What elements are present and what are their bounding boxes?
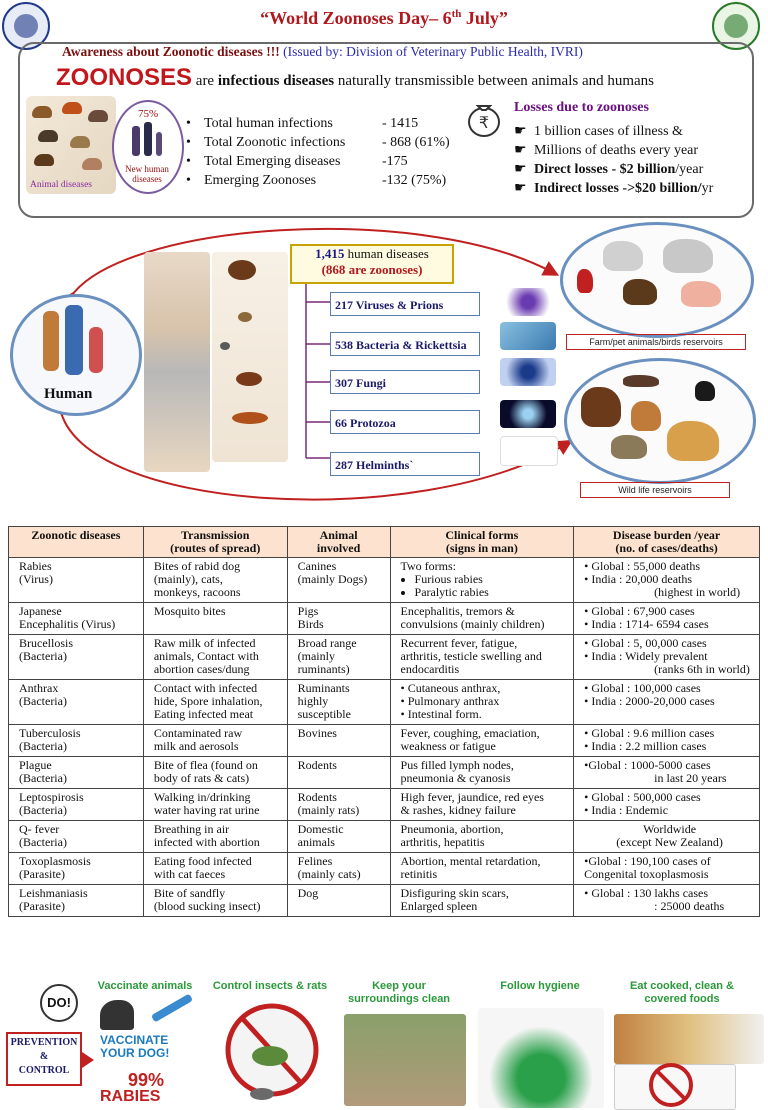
page-title: “World Zoonoses Day– 6th July” (260, 8, 508, 28)
category-bacteria: 538 Bacteria & Rickettsia (330, 332, 480, 356)
transmission-cell: Contaminated raw milk and aerosols (143, 725, 287, 757)
rupee-bag-icon (464, 98, 504, 138)
table-row (9, 725, 760, 757)
animal-cell: Bovines (287, 725, 390, 757)
farm-reservoirs-label: Farm/pet animals/birds reservoirs (566, 334, 746, 350)
burden-cell: •Global : 1000-5000 cases in last 20 years (574, 757, 760, 789)
loss-item: ☛ Millions of deaths every year (514, 143, 699, 158)
stat-row: • Total Zoonotic infections - 868 (61%) (186, 135, 450, 150)
pointing-hand-icon: ☛ (514, 143, 527, 158)
transmission-cell: Mosquito bites (143, 603, 287, 635)
table-header-row (9, 527, 760, 558)
no-insects-rats-icon (222, 1000, 322, 1106)
clinical-cell: Encephalitis, tremors & convulsions (mainly children) (390, 603, 574, 635)
clinical-cell: Disfiguring skin scars, Enlarged spleen (390, 885, 574, 917)
loss-item: ☛ Indirect losses ->$20 billion/yr (514, 181, 714, 196)
transmission-cell: Bites of rabid dog (mainly), cats, monkeys, racoons (143, 558, 287, 603)
category-protozoa: 66 Protozoa (330, 410, 480, 434)
clinical-cell: Pus filled lymph nodes, pneumonia & cyanosis (390, 757, 574, 789)
clinical-cell: Fever, coughing, emaciation, weakness or fatigue (390, 725, 574, 757)
protozoa-image (500, 400, 556, 428)
virus-image (500, 288, 556, 316)
burden-cell: •Global : 190,100 cases of Congenital toxoplasmosis (574, 853, 760, 885)
animal-diseases-label: Animal diseases (30, 180, 93, 190)
animal-cell: Pigs Birds (287, 603, 390, 635)
pct-99: 99% (128, 1070, 165, 1090)
burden-cell: • Global : 500,000 cases • India : Endemic (574, 789, 760, 821)
no-flies-icon (646, 1060, 696, 1110)
transmission-cell: Eating food infected with cat faeces (143, 853, 287, 885)
clinical-cell: Two forms: • Furious rabies • Paralytic rabies (390, 558, 574, 603)
food-sources-image (144, 252, 210, 472)
category-viruses: 217 Viruses & Prions (330, 292, 480, 316)
dog-silhouette-image (100, 1000, 134, 1030)
rabies-word: RABIES (100, 1088, 161, 1105)
table-row (9, 603, 760, 635)
animal-cell: Ruminants highly susceptible (287, 680, 390, 725)
stats-list (186, 114, 450, 190)
vectors-image (212, 252, 288, 462)
loss-item: ☛ Direct losses - $2 billion/year (514, 162, 704, 177)
farm-animals-image (560, 222, 754, 338)
stat-row: • Total Emerging diseases -175 (186, 154, 408, 169)
transmission-cell: Walking in/drinking water having rat urine (143, 789, 287, 821)
transmission-cell: Raw milk of infected animals, Contact with abortion cases/dung (143, 635, 287, 680)
svg-text:₹: ₹ (478, 113, 490, 132)
burden-cell: Worldwide (except New Zealand) (574, 821, 760, 853)
loss-item: ☛ 1 billion cases of illness & (514, 124, 683, 139)
transmission-cell: Bite of flea (found on body of rats & cats) (143, 757, 287, 789)
zoonoses-definition: ZOONOSES are infectious diseases naturally transmissible between animals and humans (56, 64, 655, 91)
col-header: Animal involved (287, 527, 390, 558)
heading-eat-cooked: Eat cooked, clean & covered foods (630, 980, 734, 1005)
col-header: Transmission (routes of spread) (143, 527, 287, 558)
table-row (9, 558, 760, 603)
prevention-control-box: PREVENTION & CONTROL (6, 1032, 82, 1086)
animal-cell: Canines (mainly Dogs) (287, 558, 390, 603)
burden-cell: • Global : 130 lakhs cases : 25000 deaths (574, 885, 760, 917)
heading-hygiene: Follow hygiene (500, 980, 580, 992)
animal-cell: Felines (mainly cats) (287, 853, 390, 885)
table-row (9, 635, 760, 680)
diseases-total-box: 1,415 human diseases (868 are zoonoses) (290, 244, 454, 284)
disease-cell: Toxoplasmosis (Parasite) (9, 853, 144, 885)
category-helminths: 287 Helminths` (330, 452, 480, 476)
heading-surroundings: Keep your surroundings clean (347, 980, 451, 1005)
helminth-image (500, 436, 558, 466)
clinical-cell: High fever, jaundice, red eyes & rashes, kidney failure (390, 789, 574, 821)
table-row (9, 757, 760, 789)
table-row (9, 885, 760, 917)
burden-cell: • Global : 55,000 deaths • India : 20,000 deaths (highest in world) (574, 558, 760, 603)
disease-cell: Leishmaniasis (Parasite) (9, 885, 144, 917)
transmission-cell: Breathing in air infected with abortion (143, 821, 287, 853)
disease-cell: Japanese Encephalitis (Virus) (9, 603, 144, 635)
wildlife-reservoirs-label: Wild life reservoirs (580, 482, 730, 498)
table-row (9, 680, 760, 725)
burden-cell: • Global : 100,000 cases • India : 2000-20,000 cases (574, 680, 760, 725)
fungi-image (500, 358, 556, 386)
disease-cell: Rabies (Virus) (9, 558, 144, 603)
wildlife-image (564, 358, 756, 484)
animal-cell: Rodents (287, 757, 390, 789)
clinical-cell: Recurrent fever, fatigue, arthritis, testicle swelling and endocarditis (390, 635, 574, 680)
clinical-cell: Abortion, mental retardation, retinitis (390, 853, 574, 885)
do-badge: DO! (40, 984, 78, 1022)
col-header: Disease burden /year (no. of cases/deaths) (574, 527, 760, 558)
arrow-right-icon (82, 1052, 94, 1068)
animal-cell: Rodents (mainly rats) (287, 789, 390, 821)
col-header: Zoonotic diseases (9, 527, 144, 558)
disease-cell: Brucellosis (Bacteria) (9, 635, 144, 680)
pointing-hand-icon: ☛ (514, 124, 527, 139)
table-row (9, 853, 760, 885)
pointing-hand-icon: ☛ (514, 181, 527, 196)
disease-cell: Plague (Bacteria) (9, 757, 144, 789)
new-human-diseases-label: New human diseases (125, 164, 169, 184)
losses-list (514, 122, 713, 198)
col-header: Clinical forms (signs in man) (390, 527, 574, 558)
zoonotic-diseases-table (8, 526, 760, 917)
clinical-cell: • Cutaneous anthrax, • Pulmonary anthrax • Intestinal form. (390, 680, 574, 725)
table-row (9, 821, 760, 853)
heading-vaccinate: Vaccinate animals (97, 980, 193, 992)
pct-75: 75% (138, 108, 159, 120)
transmission-cell: Bite of sandfly (blood sucking insect) (143, 885, 287, 917)
table-row (9, 789, 760, 821)
transmission-cell: Contact with infected hide, Spore inhalation, Eating infected meat (143, 680, 287, 725)
awareness-line: Awareness about Zoonotic diseases !!! (Issued by: Division of Veterinary Public Health, IVRI) (62, 44, 583, 59)
stat-row: • Total human infections - 1415 (186, 116, 419, 131)
pointing-hand-icon: ☛ (514, 162, 527, 177)
disease-cell: Tuberculosis (Bacteria) (9, 725, 144, 757)
bacteria-image (500, 322, 556, 350)
cooked-food-image (614, 1014, 764, 1064)
burden-cell: • Global : 67,900 cases • India : 1714- 6594 cases (574, 603, 760, 635)
animal-cell: Dog (287, 885, 390, 917)
hygiene-hand-image (478, 1008, 604, 1108)
heading-control-insects: Control insects & rats (212, 980, 328, 992)
losses-title: Losses due to zoonoses (514, 100, 649, 115)
burden-cell: • Global : 5, 00,000 cases • India : Widely prevalent (ranks 6th in world) (574, 635, 760, 680)
category-fungi: 307 Fungi (330, 370, 480, 394)
animal-cell: Domestic animals (287, 821, 390, 853)
clean-surroundings-image (344, 1014, 466, 1106)
disease-cell: Anthrax (Bacteria) (9, 680, 144, 725)
animal-cell: Broad range (mainly ruminants) (287, 635, 390, 680)
disease-cell: Q- fever (Bacteria) (9, 821, 144, 853)
disease-cell: Leptospirosis (Bacteria) (9, 789, 144, 821)
burden-cell: • Global : 9.6 million cases • India : 2.2 million cases (574, 725, 760, 757)
clinical-cell: Pneumonia, abortion, arthritis, hepatitis (390, 821, 574, 853)
vaccinate-dog-text: VACCINATE YOUR DOG! (100, 1033, 170, 1060)
human-label: Human (44, 386, 93, 402)
stat-row: • Emerging Zoonoses -132 (75%) (186, 173, 447, 188)
